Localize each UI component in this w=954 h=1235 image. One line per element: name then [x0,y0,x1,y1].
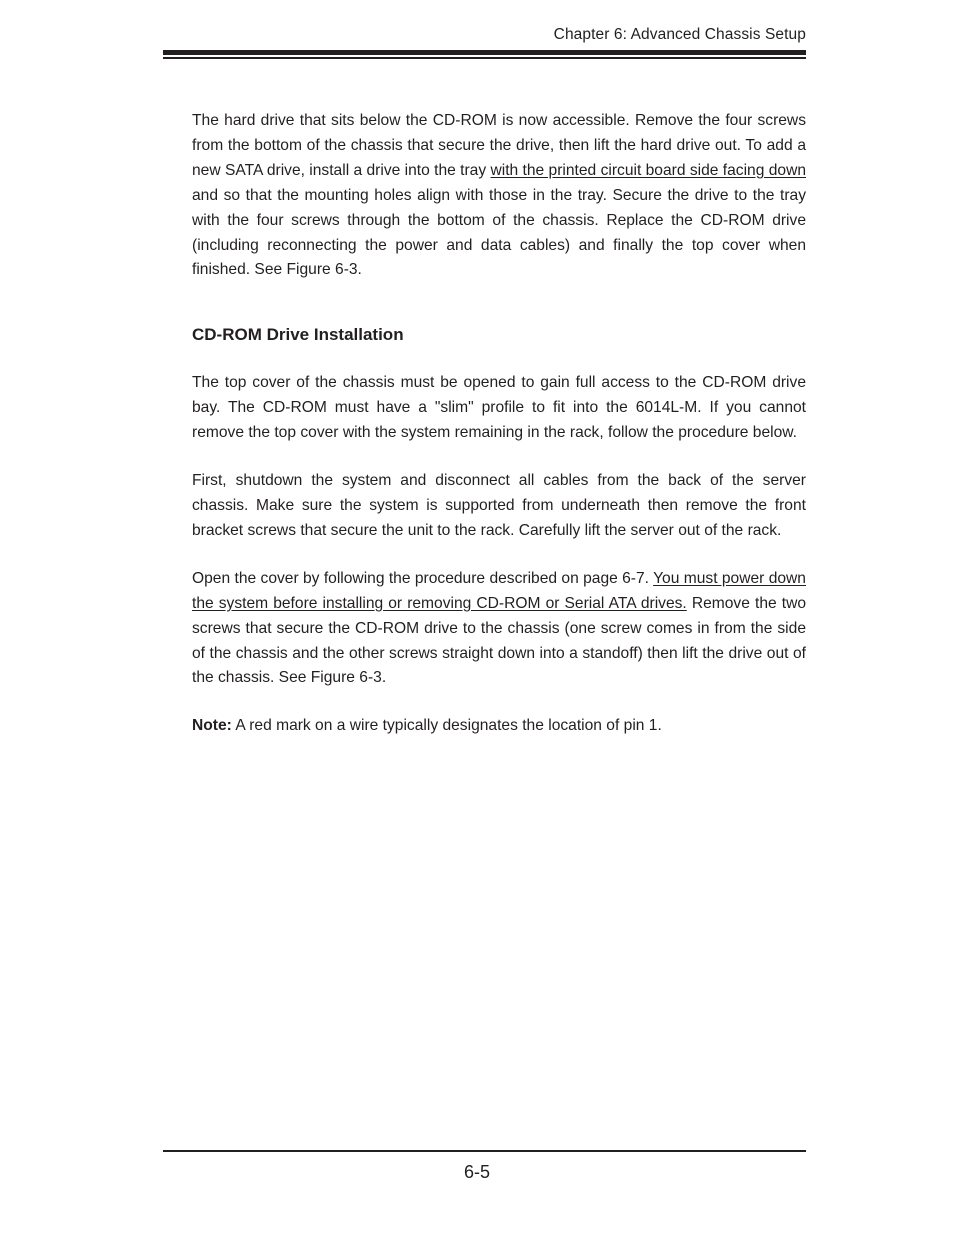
paragraph-text: The hard drive that sits below the CD-ROM is now accessible. Remove the four screws from the bottom of the chassis that secure the drive, then lift the hard drive out. To add a new SATA drive, install a drive into the tray [192,112,806,179]
paragraph-hard-drive [192,109,806,283]
page-number: 6-5 [463,1162,490,1182]
main-content [192,109,806,739]
header-rule [163,50,806,55]
note-paragraph [192,714,806,739]
paragraph-text: and so that the mounting holes align with those in the tray. Secure the drive to the tray with the four screws through the bottom of the chassis. Replace the CD-ROM drive (including reconnecting the power and data cables) and finally the top cover when finished. See Figure 6-3. [192,186,806,279]
paragraph-shutdown: First, shutdown the system and disconnect all cables from the back of the server chassis. Make sure the system is supported from underneath then remove the front bracket screws that secure the unit to the rack. Carefully lift the server out of the rack. [192,472,806,539]
section-heading: CD-ROM Drive Installation [192,325,404,345]
chapter-header: Chapter 6: Advanced Chassis Setup [553,26,806,43]
paragraph-open-cover [192,567,806,692]
note-label: Note: [192,717,232,735]
paragraph-top-cover: The top cover of the chassis must be opened to gain full access to the CD-ROM drive bay. The CD-ROM must have a "slim" profile to fit into the 6014L-M. If you cannot remove the top cover with the system remaining in the rack, follow the procedure below. [192,374,806,442]
paragraph-text: Open the cover by following the procedure described on page 6-7. [192,569,654,587]
footer-rule [163,1150,806,1152]
header-rule-thin [163,57,806,59]
underlined-instruction: with the printed circuit board side facing down [490,161,807,179]
note-text: A red mark on a wire typically designates the location of pin 1. [231,717,662,735]
underlined-warning: You must power down the system before installing or removing CD-ROM or Serial ATA drives. [192,569,806,612]
paragraph-text: Remove the two screws that secure the CD-ROM drive to the chassis (one screw comes in from the side of the chassis and the other screws straight down into a standoff) then lift the drive out of the chassis. See Figure 6-3. [192,594,807,687]
